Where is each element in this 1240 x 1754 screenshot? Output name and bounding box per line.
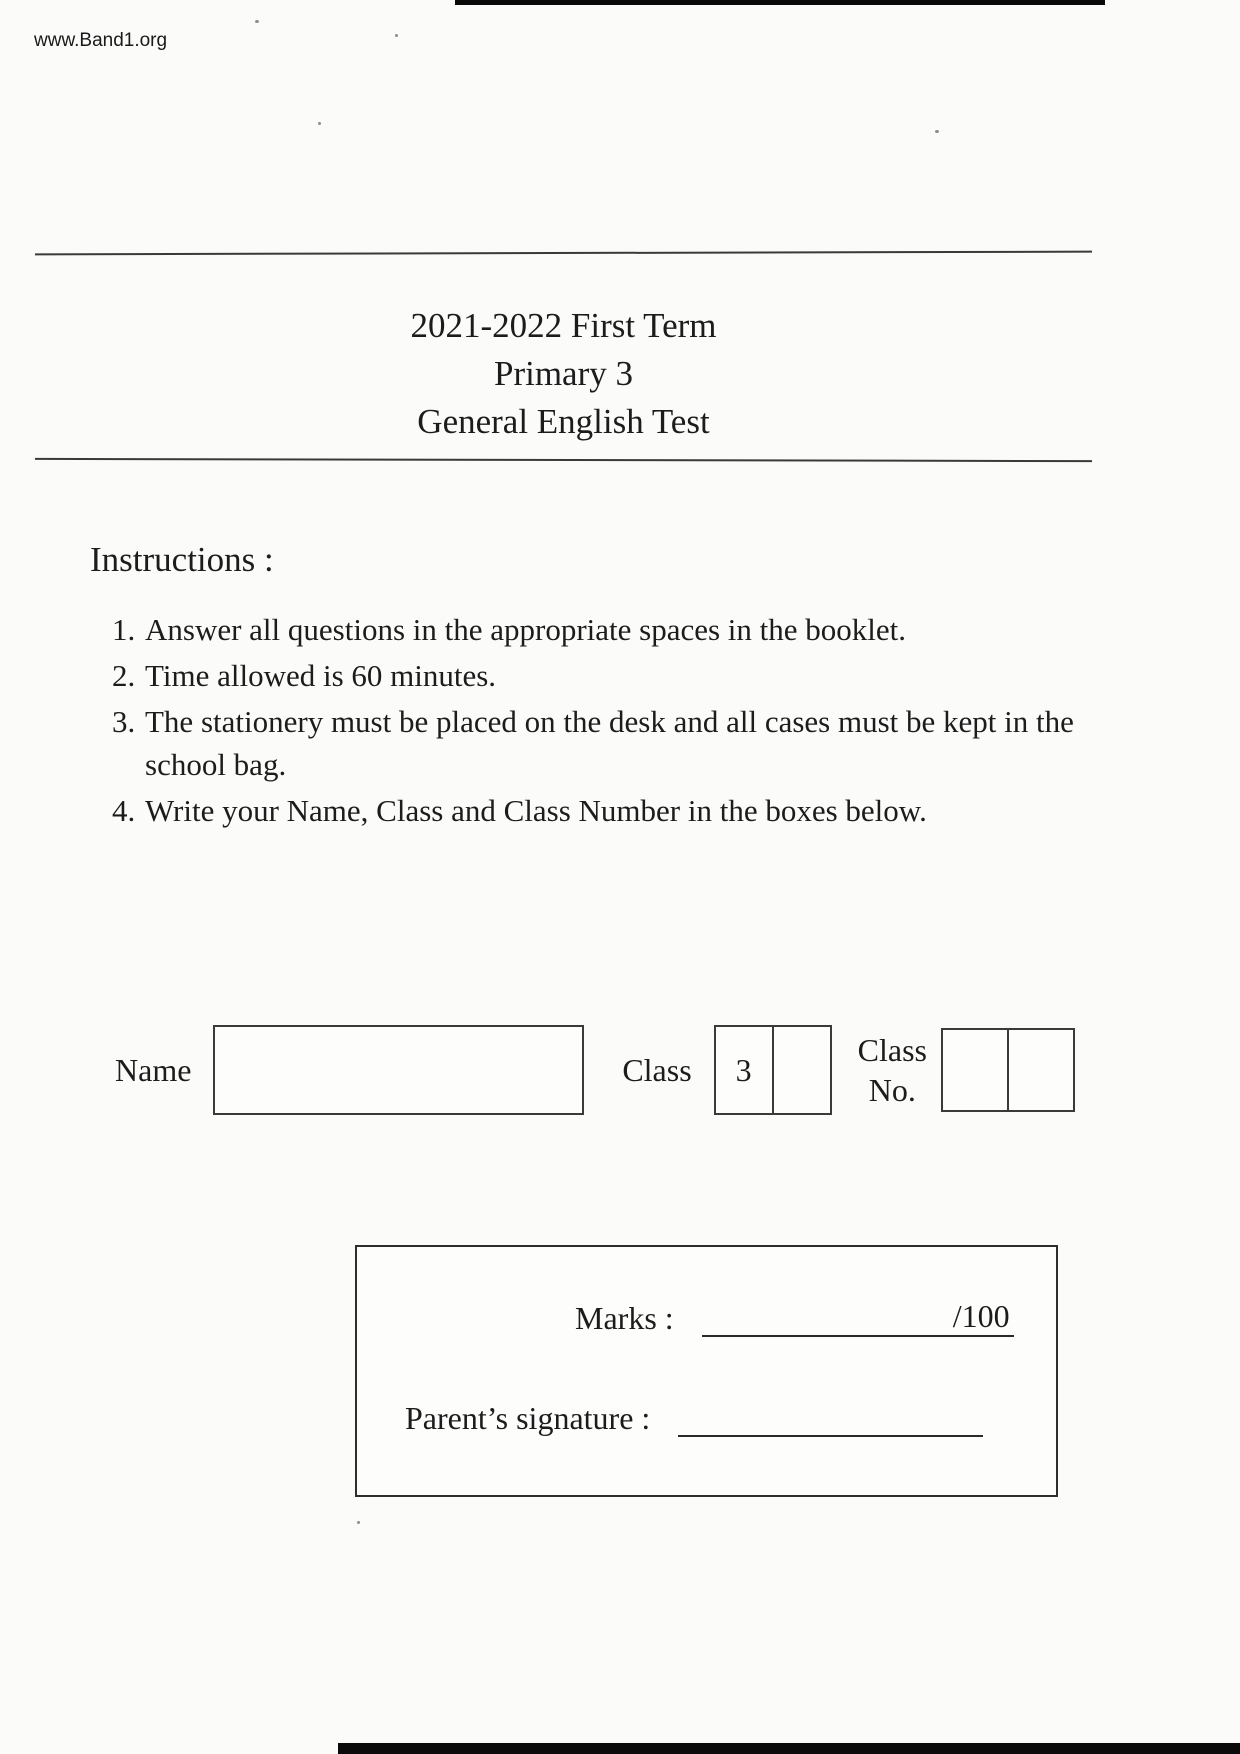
- instruction-item-1: [90, 608, 1080, 651]
- marks-label: Marks :: [575, 1300, 674, 1336]
- scan-speck: [935, 130, 939, 133]
- name-field-box: [213, 1025, 584, 1115]
- instruction-number: 2.: [112, 658, 136, 693]
- class-no-label: [858, 1030, 927, 1110]
- scan-speck: [318, 122, 321, 125]
- instruction-item-3: [90, 700, 1080, 786]
- class-empty-cell: [772, 1027, 830, 1113]
- instruction-item-4: [90, 789, 1080, 832]
- class-value-cell: 3: [735, 1051, 752, 1088]
- scan-speck: [357, 1521, 360, 1524]
- instruction-text: Answer all questions in the appropriate spaces in the booklet.: [145, 612, 907, 647]
- marks-row: [357, 1295, 1056, 1337]
- name-label: Name: [115, 1051, 192, 1088]
- instruction-text: The stationery must be placed on the desk and all cases must be kept in the school bag.: [145, 704, 1074, 782]
- class-no-field-box: [941, 1028, 1075, 1112]
- title-subject: General English Test: [417, 402, 710, 441]
- class-no-label-line1: Class: [857, 1032, 927, 1068]
- instruction-number: 4.: [112, 793, 136, 828]
- instruction-item-2: [90, 654, 1080, 697]
- watermark-url: www.Band1.org: [34, 30, 168, 51]
- instruction-text: Time allowed is 60 minutes.: [145, 658, 497, 693]
- title-grade: Primary 3: [493, 354, 633, 393]
- title-term: 2021-2022 First Term: [410, 306, 717, 345]
- class-label: Class: [622, 1051, 692, 1088]
- signature-blank-line: [678, 1395, 983, 1437]
- student-info-row: [115, 1024, 1075, 1116]
- class-field-box: [714, 1025, 832, 1115]
- instructions-heading: Instructions :: [90, 540, 274, 579]
- parent-signature-label: Parent’s signature :: [405, 1400, 651, 1436]
- scan-artifact-top-bar: [455, 0, 1105, 5]
- instruction-text: Write your Name, Class and Class Number in the boxes below.: [145, 793, 927, 828]
- instruction-number: 1.: [112, 612, 136, 647]
- marks-signature-box: [355, 1245, 1058, 1497]
- scan-speck: [395, 34, 398, 37]
- instructions-section: [90, 540, 1080, 835]
- marks-blank-line: [702, 1295, 1014, 1337]
- divider-top: [35, 251, 1092, 256]
- scan-speck: [255, 20, 259, 23]
- marks-total: /100: [952, 1298, 1010, 1334]
- signature-row: [357, 1395, 1056, 1437]
- class-no-cell-1: [943, 1030, 1007, 1110]
- class-no-label-line2: No.: [868, 1072, 916, 1108]
- class-no-cell-2: [1007, 1030, 1073, 1110]
- divider-bottom: [35, 458, 1092, 462]
- document-title: [35, 302, 1092, 446]
- scan-artifact-bottom-bar: [338, 1743, 1240, 1754]
- instruction-number: 3.: [112, 704, 136, 739]
